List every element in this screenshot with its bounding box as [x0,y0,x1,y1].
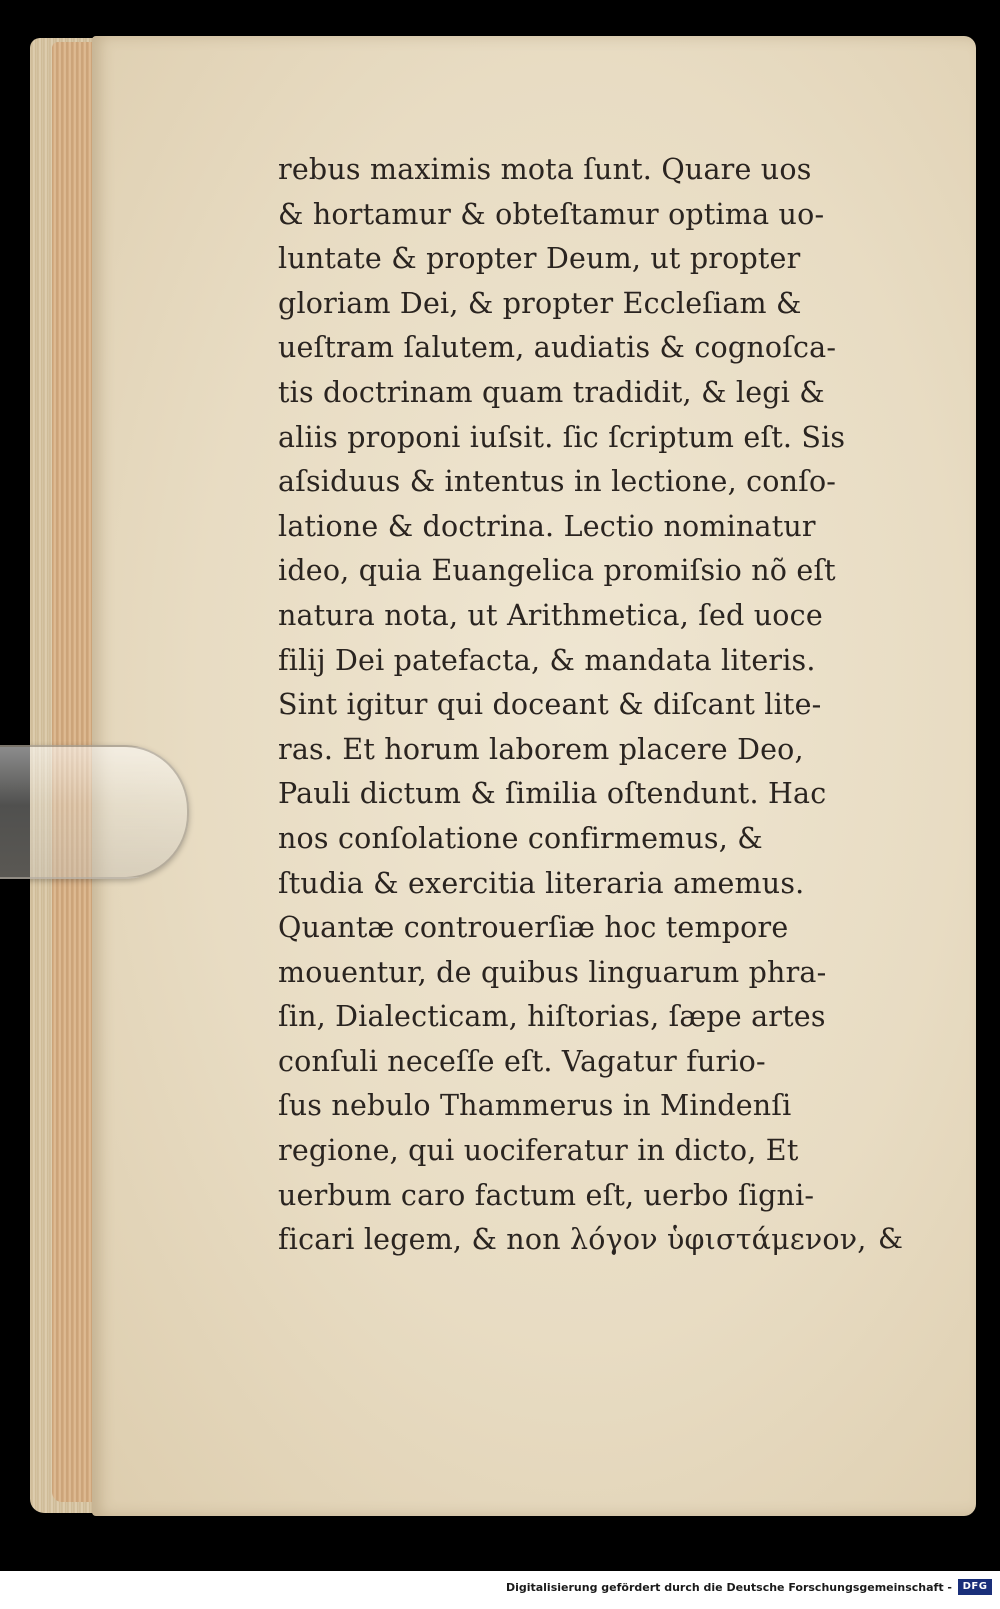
text-line: gloriam Dei, & propter Eccleſiam & [278,286,802,320]
text-line: nos conſolatione confirmemus, & [278,821,763,855]
text-line: Sint igitur qui doceant & diſcant lite- [278,688,822,722]
funding-credit: Digitalisierung gefördert durch die Deutsche Forschungsgemeinschaft - [505,1581,952,1594]
text-line: aſsiduus & intentus in lectione, conſo- [278,465,837,499]
text-line: filij Dei patefacta, & mandata literis. [278,643,816,677]
text-line: Pauli dictum & ſimilia oſtendunt. Hac [278,777,827,811]
dfg-logo-icon: DFG [958,1579,992,1595]
text-line: ſus nebulo Thammerus in Mindenſi [278,1089,792,1123]
text-line: ideo, quia Euangelica promiſsio nõ eſt [278,554,836,588]
text-line: ſin, Dialecticam, hiſtorias, ſæpe artes [278,1000,826,1034]
text-line: mouentur, de quibus linguarum phra- [278,955,827,989]
text-line: ſtudia & exercitia literaria amemus. [278,866,805,900]
text-line: tis doctrinam quam tradidit, & legi & [278,375,825,409]
page-text-block [278,148,923,1263]
text-line: regione, qui uociferatur in dicto, Et [278,1134,799,1168]
text-line: uerbum caro factum eſt, uerbo ſigni- [278,1178,815,1212]
text-line: & hortamur & obteſtamur optima uo- [278,197,825,231]
text-line: natura nota, ut Arithmetica, ſed uoce [278,598,823,632]
text-line: latione & doctrina. Lectio nominatur [278,509,816,543]
catchword: & [878,1222,903,1255]
text-line: luntate & propter Deum, ut propter [278,242,801,276]
text-line: rebus maximis mota ſunt. Quare uos [278,153,812,186]
text-line: ras. Et horum laborem placere Deo, [278,732,804,766]
page-holder-clip [0,745,189,879]
text-line: conſuli neceſſe eſt. Vagatur furio- [278,1044,766,1078]
text-line: aliis proponi iuſsit. ſic ſcriptum eſt. Sis [278,420,846,454]
text-line: Quantæ controuerſiæ hoc tempore [278,911,789,945]
text-line: ficari legem, & non λόγον ὑφιστάμενον, [278,1223,867,1257]
text-line: ueſtram ſalutem, audiatis & cognoſca- [278,331,837,365]
footer-bar [0,1571,1000,1609]
